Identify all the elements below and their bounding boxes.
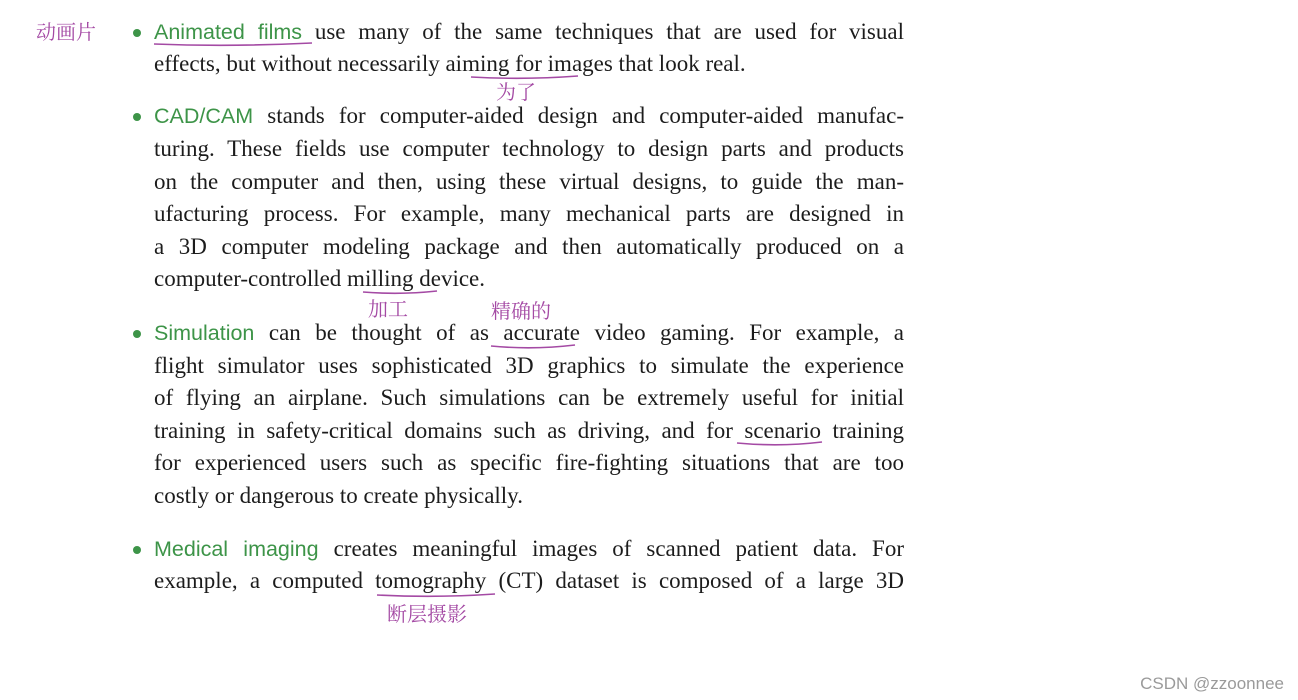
watermark: CSDN @zzoonnee [1140,674,1284,693]
item-animated-line-1 [154,18,904,46]
item-medical-line-1 [154,535,904,563]
text-line: creates meaningful images of scanned patient data. For [318,536,905,561]
term-animated-films: Animated films [154,20,303,44]
item-cadcam-line-4: ufacturing process. For example, many mechanical parts are designed in [154,201,904,226]
item-simulation-line-6: costly or dangerous to create physically. [154,483,523,508]
item-cadcam-line-1 [154,102,904,130]
bullet-icon [133,330,141,338]
item-cadcam-line-2: turing. These fields use computer technology to design parts and products [154,136,904,161]
item-animated-line-2: effects, but without necessarily aiming for images that look real. [154,51,746,76]
term-medical-imaging: Medical imaging [154,537,319,561]
bullet-icon [133,29,141,37]
item-cadcam-line-6: computer-controlled milling device. [154,266,486,291]
item-medical-line-2: example, a computed tomography (CT) dataset is composed of a large 3D [154,568,904,593]
bullet-icon [133,113,141,121]
note-milling: 加工 [368,297,408,321]
item-simulation-line-3: of flying an airplane. Such simulations can be extremely useful for initial [154,385,904,410]
item-cadcam-line-5: a 3D computer modeling package and then automatically produced on a [154,234,904,259]
note-aiming-for: 为了 [496,80,536,104]
note-accurate: 精确的 [491,299,551,323]
term-cadcam: CAD/CAM [154,104,254,128]
item-simulation-line-4: training in safety-critical domains such as driving, and for scenario training [154,418,904,443]
item-simulation-line-5: for experienced users such as specific fire-fighting situations that are too [154,450,904,475]
term-simulation: Simulation [154,321,255,345]
note-tomography: 断层摄影 [387,602,467,626]
note-animated: 动画片 [36,20,96,44]
text-line: stands for computer-aided design and computer-aided manufac- [253,103,904,128]
item-cadcam-line-3: on the computer and then, using these virtual designs, to guide the man- [154,169,904,194]
text-line: can be thought of as accurate video gaming. For example, a [254,320,904,345]
text-line: use many of the same techniques that are used for visual [302,19,904,44]
bullet-icon [133,546,141,554]
item-simulation-line-1 [154,319,904,347]
item-simulation-line-2: flight simulator uses sophisticated 3D graphics to simulate the experience [154,353,904,378]
